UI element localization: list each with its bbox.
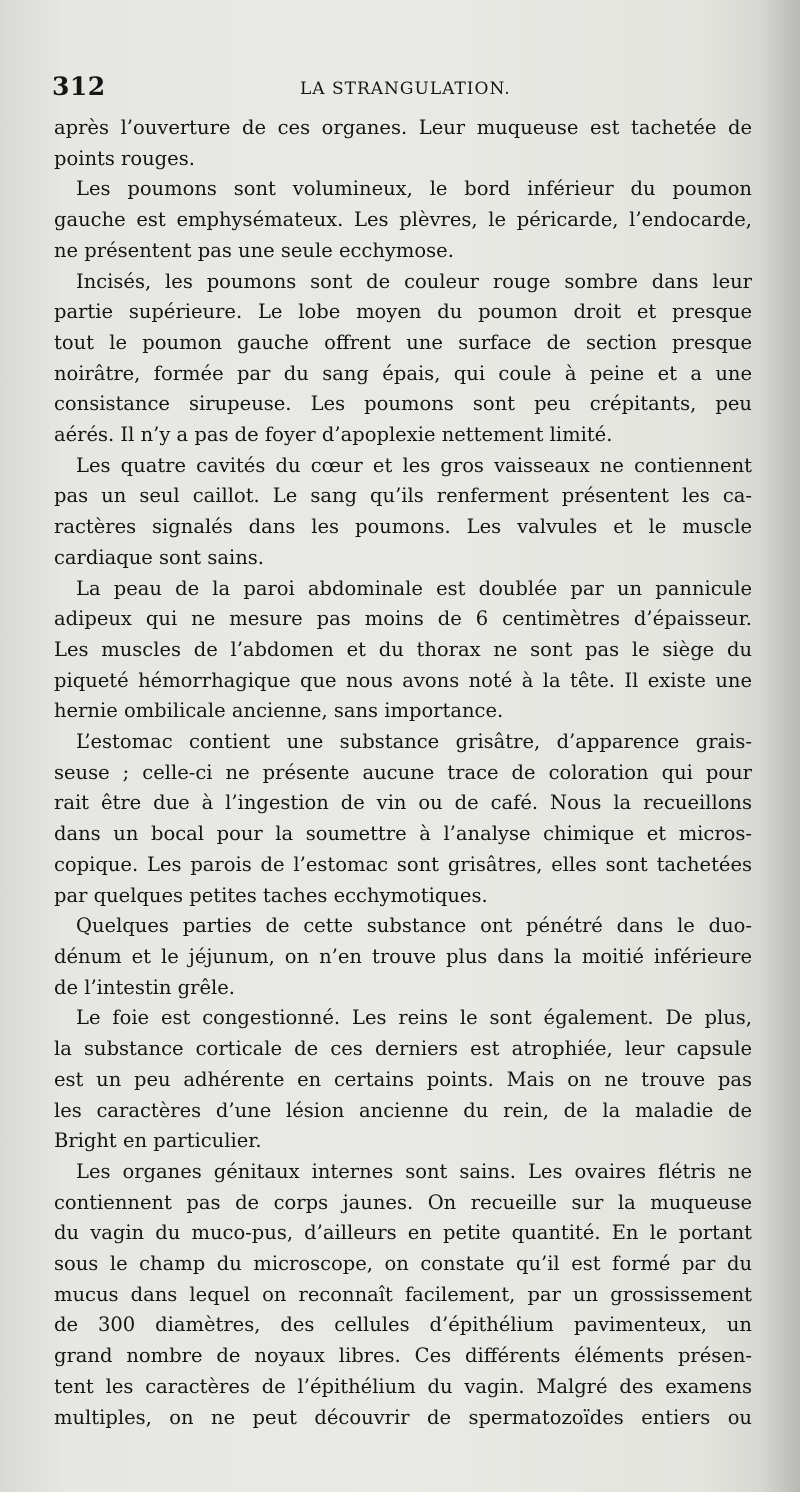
text-line: points rouges. [54, 146, 195, 170]
text-line: partie supérieure. Le lobe moyen du poumon droit et presque [54, 300, 752, 324]
text-line: Quelques parties de cette substance ont pénétré dans le duo- [76, 914, 752, 938]
text-line: sous le champ du microscope, on constate qu’il est formé par du [54, 1252, 752, 1276]
text-line: cardiaque sont sains. [54, 545, 264, 569]
text-line: contiennent pas de corps jaunes. On recueille sur la muqueuse [54, 1190, 752, 1214]
text-line: Les muscles de l’abdomen et du thorax ne sont pas le siège du [54, 637, 752, 661]
text-line: gauche est emphysémateux. Les plèvres, le péricarde, l’endocarde, [54, 208, 752, 232]
text-line: aérés. Il n’y a pas de foyer d’apoplexie nettement limité. [54, 423, 613, 447]
text-line: dans un bocal pour la soumettre à l’analyse chimique et micros- [54, 822, 752, 846]
running-title: LA STRANGULATION. [300, 79, 511, 99]
text-line: est un peu adhérente en certains points. Mais on ne trouve pas [54, 1067, 752, 1091]
text-line: seuse ; celle-ci ne présente aucune trace de coloration qui pour [54, 760, 752, 784]
text-line: hernie ombilicale ancienne, sans importance. [54, 699, 504, 723]
body-text [54, 113, 752, 1433]
page-header [52, 72, 752, 106]
text-line: Les quatre cavités du cœur et les gros vaisseaux ne contiennent [76, 453, 752, 477]
text-line: piqueté hémorrhagique que nous avons noté à la tête. Il existe une [54, 668, 752, 692]
text-line: La peau de la paroi abdominale est doublée par un pannicule [76, 576, 752, 600]
text-line: Les organes génitaux internes sont sains. Les ovaires flétris ne [76, 1159, 752, 1183]
text-line: Bright en particulier. [54, 1129, 262, 1153]
text-line: L’estomac contient une substance grisâtre, d’apparence grais- [76, 730, 752, 754]
text-line: dénum et le jéjunum, on n’en trouve plus dans la moitié inférieure [54, 944, 752, 968]
text-line: mucus dans lequel on reconnaît facilement, par un grossissement [54, 1282, 752, 1306]
text-line: de l’intestin grêle. [54, 975, 235, 999]
text-line: ne présentent pas une seule ecchymose. [54, 238, 454, 262]
text-line: consistance sirupeuse. Les poumons sont peu crépitants, peu [54, 392, 752, 416]
text-line: Incisés, les poumons sont de couleur rouge sombre dans leur [76, 269, 752, 293]
text-line: pas un seul caillot. Le sang qu’ils renferment présentent les ca- [54, 484, 752, 508]
text-line: de 300 diamètres, des cellules d’épithélium pavimenteux, un [54, 1313, 752, 1337]
text-line: la substance corticale de ces derniers est atrophiée, leur capsule [54, 1037, 752, 1061]
text-line: ractères signalés dans les poumons. Les valvules et le muscle [54, 515, 752, 539]
text-line: tent les caractères de l’épithélium du vagin. Malgré des examens [54, 1374, 752, 1398]
text-line: Les poumons sont volumineux, le bord inférieur du poumon [76, 177, 752, 201]
text-line: après l’ouverture de ces organes. Leur muqueuse est tachetée de [54, 116, 752, 139]
text-line: adipeux qui ne mesure pas moins de 6 centimètres d’épaisseur. [54, 607, 752, 631]
text-line: tout le poumon gauche offrent une surface de section presque [54, 330, 752, 354]
text-line: grand nombre de noyaux libres. Ces différents éléments présen- [54, 1344, 752, 1368]
text-line: rait être due à l’ingestion de vin ou de café. Nous la recueillons [54, 791, 752, 815]
text-line: du vagin du muco-pus, d’ailleurs en petite quantité. En le portant [54, 1221, 752, 1245]
text-line: copique. Les parois de l’estomac sont grisâtres, elles sont tachetées [54, 852, 752, 876]
text-line: par quelques petites taches ecchymotiques. [54, 883, 488, 907]
text-line: Le foie est congestionné. Les reins le sont également. De plus, [76, 1006, 752, 1030]
text-line: multiples, on ne peut découvrir de spermatozoïdes entiers ou [54, 1405, 752, 1429]
text-line: les caractères d’une lésion ancienne du rein, de la maladie de [54, 1098, 752, 1122]
text-line: noirâtre, formée par du sang épais, qui coule à peine et a une [54, 361, 752, 385]
page-number: 312 [52, 72, 106, 101]
